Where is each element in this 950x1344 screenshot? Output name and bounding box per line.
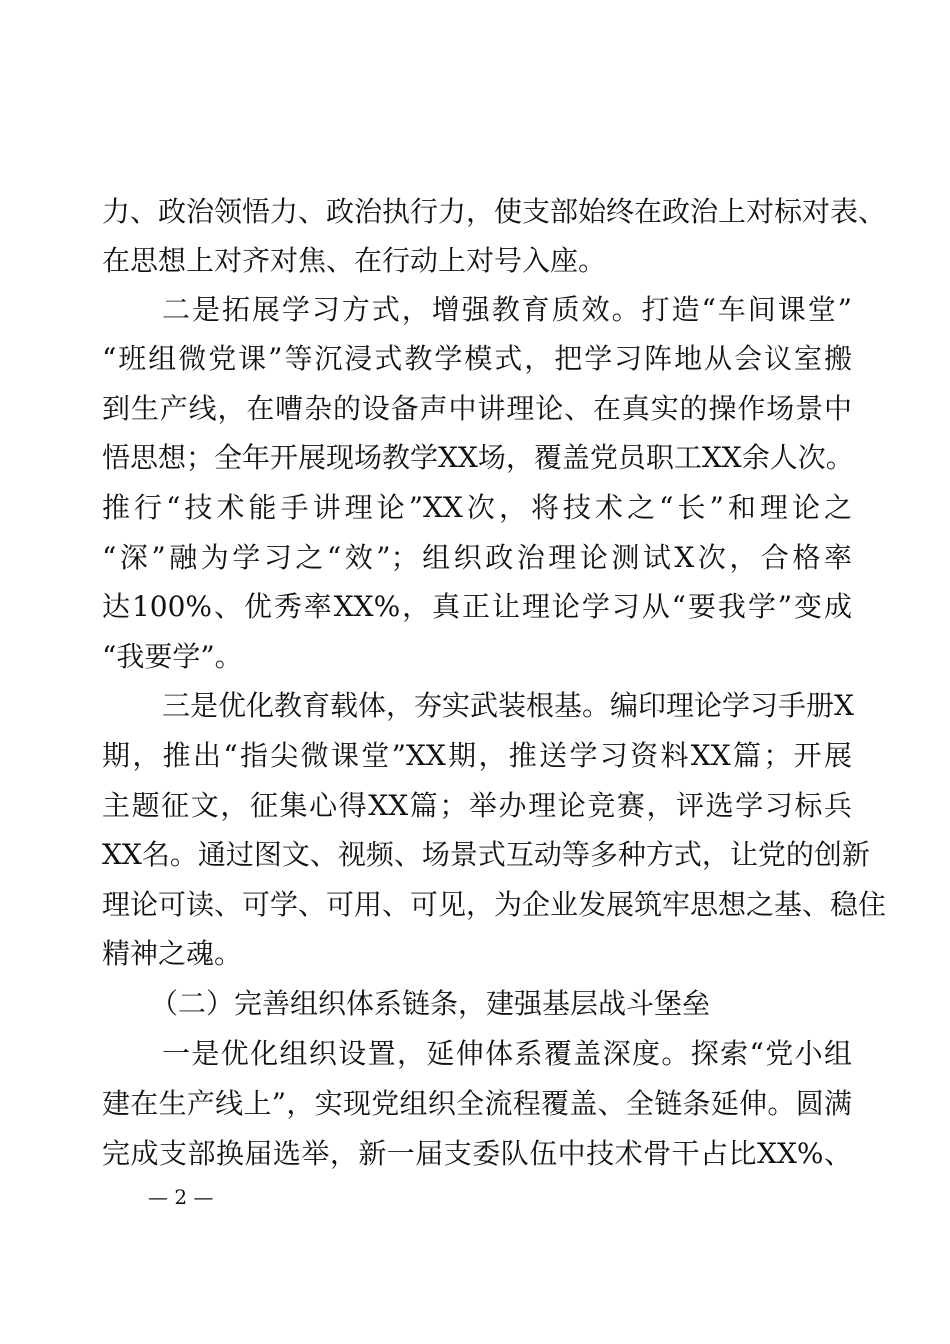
paragraph-line: 推行“技术能手讲理论”XX次，将技术之“长”和理论之 bbox=[102, 491, 852, 524]
paragraph-line: 悟思想；全年开展现场教学XX场，覆盖党员职工XX余人次。 bbox=[102, 441, 854, 474]
section-heading: （二）完善组织体系链条，建强基层战斗堡垒 bbox=[150, 987, 711, 1020]
paragraph-line: 三是优化教育载体，夯实武装根基。编印理论学习手册X bbox=[162, 689, 854, 722]
paragraph-line: 精神之魂。 bbox=[102, 937, 243, 970]
paragraph-line: “班组微党课”等沉浸式教学模式，把学习阵地从会议室搬 bbox=[102, 342, 852, 375]
paragraph-line: 主题征文，征集心得XX篇；举办理论竞赛，评选学习标兵 bbox=[102, 789, 852, 822]
paragraph-line: 在思想上对齐对焦、在行动上对号入座。 bbox=[102, 244, 607, 277]
page-number: — 2 — bbox=[148, 1185, 214, 1209]
paragraph-line: XX名。通过图文、视频、场景式互动等多种方式，让党的创新 bbox=[102, 838, 870, 871]
paragraph-line: “深”融为学习之“效”；组织政治理论测试X次，合格率 bbox=[102, 541, 852, 574]
paragraph-line: 力、政治领悟力、政治执行力，使支部始终在政治上对标对表、 bbox=[102, 195, 887, 228]
paragraph-line: “我要学”。 bbox=[102, 640, 243, 673]
paragraph-line: 达100%、优秀率XX%，真正让理论学习从“要我学”变成 bbox=[102, 590, 852, 623]
paragraph-line: 期，推出“指尖微课堂”XX期，推送学习资料XX篇；开展 bbox=[102, 739, 852, 772]
paragraph-line: 二是拓展学习方式，增强教育质效。打造“车间课堂” bbox=[162, 293, 852, 326]
paragraph-line: 完成支部换届选举，新一届支委队伍中技术骨干占比XX%、 bbox=[102, 1137, 852, 1170]
paragraph-line: 理论可读、可学、可用、可见，为企业发展筑牢思想之基、稳住 bbox=[102, 888, 887, 921]
paragraph-line: 建在生产线上”，实现党组织全流程覆盖、全链条延伸。圆满 bbox=[102, 1087, 852, 1120]
paragraph-line: 到生产线，在嘈杂的设备声中讲理论、在真实的操作场景中 bbox=[102, 392, 852, 425]
paragraph-line: 一是优化组织设置，延伸体系覆盖深度。探索“党小组 bbox=[162, 1037, 852, 1070]
